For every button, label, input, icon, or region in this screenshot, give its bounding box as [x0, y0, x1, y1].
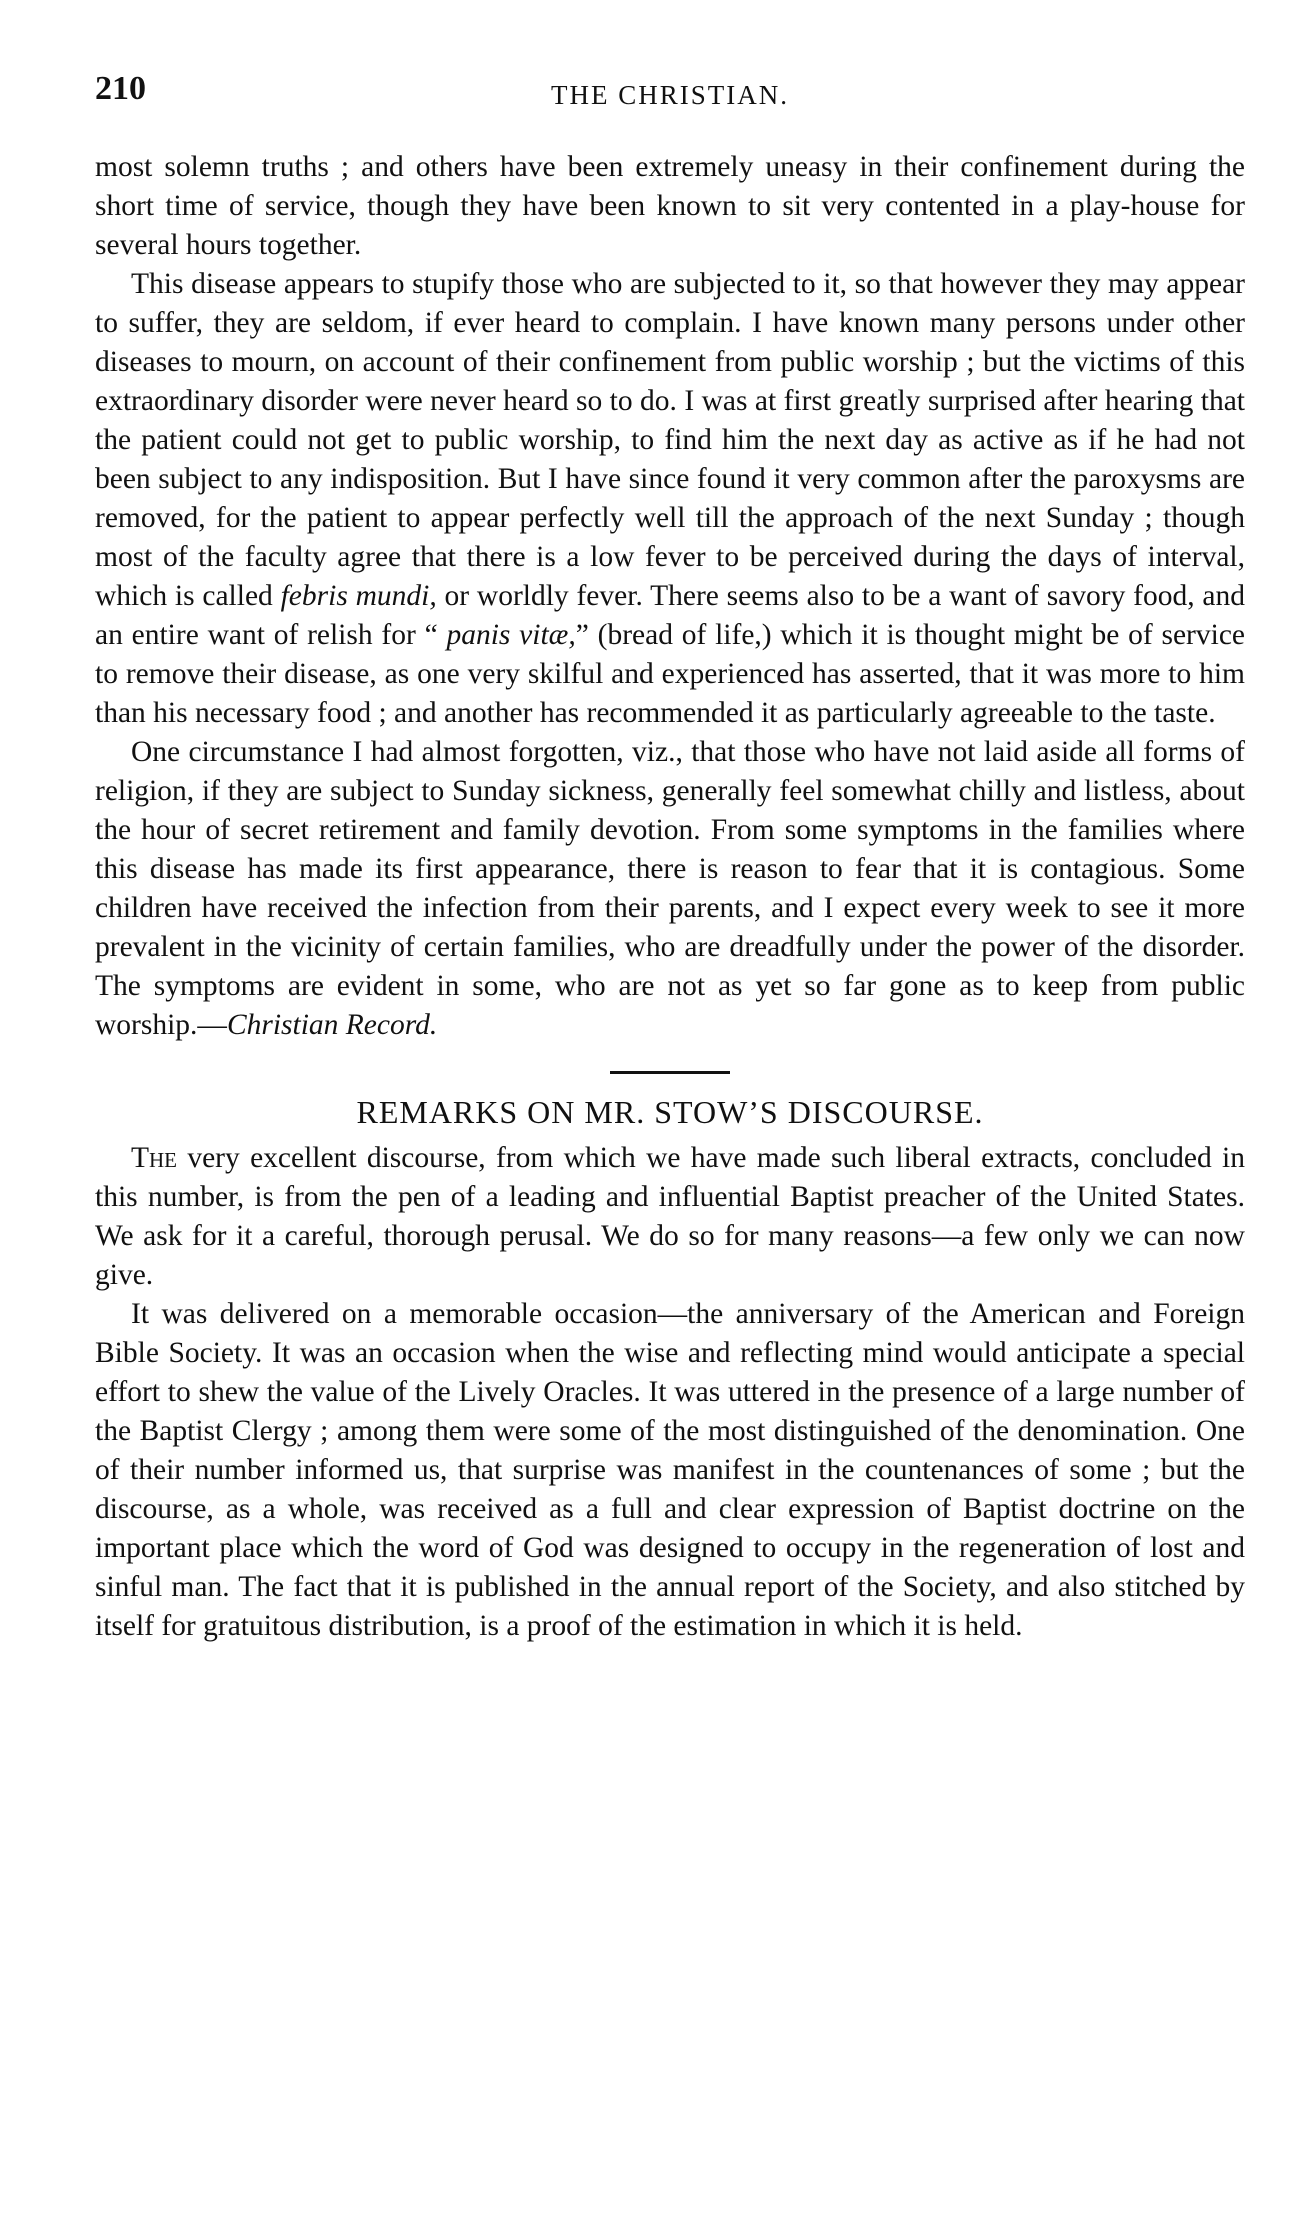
text-run: very excellent discourse, from which we have made such liberal extracts, concluded in this number, is from the pen of a leading and influential Baptist preacher of the United States. We ask for it a careful, thorough perusal. We do so for many reasons—a few only we can now give. — [95, 1142, 1245, 1291]
article-remarks — [95, 1139, 1245, 1646]
text-run: or worldly fever. There seems also to be a want of savory food, and an entire want of relish for “ — [95, 580, 1245, 651]
text-run: One circumstance I had almost forgotten, viz., that those who have not laid aside all forms of religion, if they are subject to Sunday sickness, generally feel somewhat chilly and listless, about the hour of secret retirement and family devotion. From some symptoms in the families where this disease has made its first appearance, there is reason to fear that it is contagious. Some children have received the infection from their parents, and I expect every week to see it more prevalent in the vicinity of certain families, who are dreadfully under the power of the disorder. The symptoms are evident in some, who are not as yet so far gone as to keep from public worship.— — [95, 736, 1245, 1041]
text-run: ” (bread of life,) which it is thought might be of service to remove their disease, as one very skilful and experienced has asserted, that it was more to him than his necessary food ; and another has recommended it as particularly agreeable to the taste. — [95, 619, 1246, 729]
paragraph — [95, 265, 1245, 733]
text-run: This disease appears to stupify those who are subjected to it, so that however they may appear to suffer, they are seldom, if ever heard to complain. I have known many persons under other diseases to mourn, on account of their confinement from public worship ; but the victims of this extraordinary disorder were never heard so to do. I was at first greatly surprised after hearing that the patient could not get to public worship, to find him the next day as active as if he had not been subject to any indisposition. But I have since found it very common after the paroxysms are removed, for the patient to appear perfectly well till the approach of the next Sunday ; though most of the faculty agree that there is a low fever to be perceived during the days of interval, which is called — [95, 268, 1245, 612]
lead-word: The — [131, 1142, 178, 1174]
page-number: 210 — [95, 70, 146, 107]
section-divider — [610, 1071, 730, 1074]
italic-term: panis vitæ, — [446, 619, 576, 651]
paragraph — [95, 1139, 1245, 1295]
book-page — [95, 70, 1245, 1646]
paragraph: It was delivered on a memorable occasion—the anniversary of the American and Foreign Bible Society. It was an occasion when the wise and reflecting mind would anticipate a special effort to shew the value of the Lively Oracles. It was uttered in the presence of a large number of the Baptist Clergy ; among them were some of the most distinguished of the denomination. One of their number informed us, that surprise was manifest in the countenances of some ; but the discourse, as a whole, was received as a full and clear expression of Baptist doctrine on the important place which the word of God was designed to occupy in the regeneration of lost and sinful man. The fact that it is published in the annual report of the Society, and also stitched by itself for gratuitous distribution, is a proof of the estimation in which it is held. — [95, 1298, 1245, 1642]
paragraph: most solemn truths ; and others have been extremely uneasy in their confinement during the short time of service, though they have been known to sit very contented in a play-house for several hours together. — [95, 151, 1245, 261]
italic-term: febris mundi, — [280, 580, 437, 612]
paragraph — [95, 733, 1245, 1045]
source-citation: Christian Record. — [226, 1009, 438, 1041]
section-heading: REMARKS ON MR. STOW’S DISCOURSE. — [356, 1094, 984, 1130]
running-head — [95, 70, 1245, 130]
article-sunday-sickness — [95, 148, 1245, 1045]
running-title: THE CHRISTIAN. — [551, 80, 789, 110]
